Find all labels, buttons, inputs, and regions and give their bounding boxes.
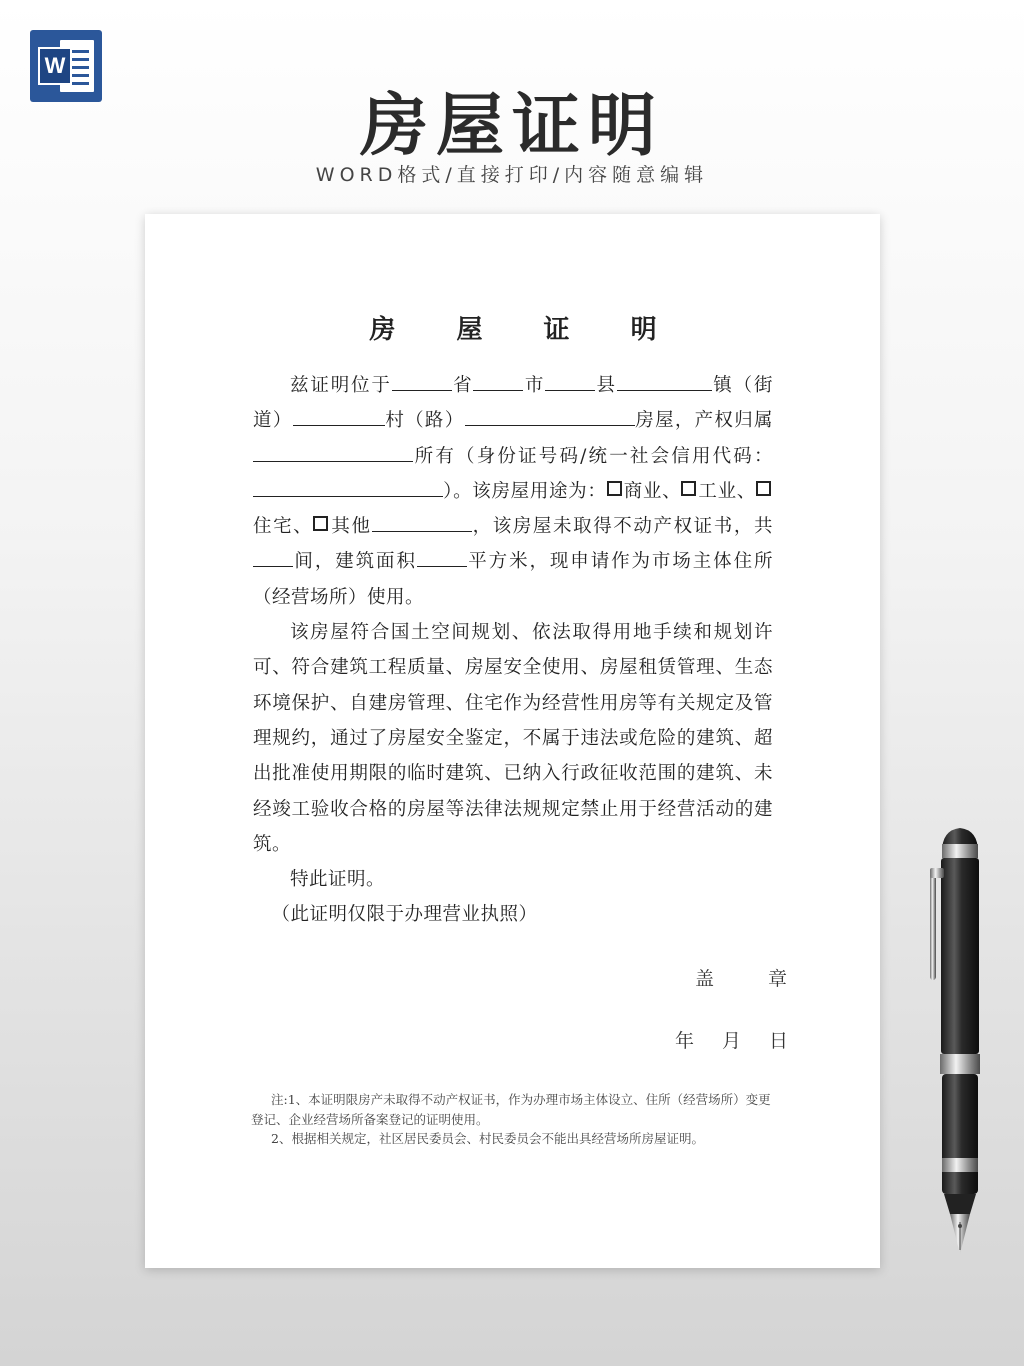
- footnotes: [251, 1090, 775, 1149]
- blank-town[interactable]: [617, 370, 712, 391]
- text-segment: 房屋，产权归属: [634, 410, 773, 432]
- date-line: [675, 1026, 788, 1053]
- text-segment: 兹证明位于: [290, 375, 392, 396]
- text-segment: 平方米，现申请作为市场主体住所（经营场所）使用。: [253, 551, 773, 608]
- text-segment: 市: [523, 375, 546, 396]
- seal-label: 盖 章: [695, 968, 812, 990]
- text-segment: ，该房屋未取得不动产权证书，共: [471, 516, 773, 538]
- blank-address[interactable]: [465, 405, 635, 426]
- text-segment: 镇（街道）: [253, 375, 773, 432]
- blank-id-code[interactable]: [253, 476, 443, 497]
- blank-floor-area[interactable]: [417, 546, 467, 567]
- document-body: [253, 310, 773, 933]
- option-other-label: 其他: [330, 516, 372, 538]
- word-letter-badge: W: [38, 47, 72, 85]
- text-segment: 村（路）: [384, 410, 465, 432]
- document-page: [145, 214, 880, 1268]
- text-segment: 所有（身份证号码/统一社会信用代码：: [413, 445, 773, 467]
- option-industrial-label: 工业、: [698, 480, 756, 502]
- paragraph-conclusion: 特此证明。: [290, 869, 386, 891]
- option-commercial-label: 商业、: [623, 480, 682, 502]
- paragraph-compliance: 该房屋符合国土空间规划、依法取得用地手续和规划许可、符合建筑工程质量、房屋安全使用、房屋租赁管理、生态环境保护、自建房管理、住宅作为经营性用房等有关规定及管理规约，通过了房屋安全鉴定，不属于违法或危险的建筑、超出批准使用期限的临时建筑、已纳入行政征收范围的建筑、未经竣工验收合格的房屋等法律法规规定禁止用于经营活动的建筑。: [253, 622, 773, 855]
- blank-city[interactable]: [473, 370, 523, 391]
- document-title: 房 屋 证 明: [369, 315, 683, 345]
- footnote-1: 注:1、本证明限房产未取得不动产权证书，作为办理市场主体设立、住所（经营场所）变更登记、企业经营场所备案登记的证明使用。: [251, 1092, 771, 1127]
- date-day-label: 日: [769, 1030, 789, 1052]
- fountain-pen-icon: [922, 822, 992, 1262]
- blank-other-use[interactable]: [372, 511, 472, 532]
- option-residential-label: 住宅、: [253, 516, 314, 538]
- paragraph-location: [253, 368, 773, 615]
- checkbox-other[interactable]: [313, 516, 328, 531]
- text-segment: ）。该房屋用途为：: [443, 480, 607, 502]
- blank-county[interactable]: [545, 370, 595, 391]
- blank-village[interactable]: [293, 405, 385, 426]
- checkbox-commercial[interactable]: [607, 481, 622, 496]
- footnote-2: 2、根据相关规定，社区居民委员会、村民委员会不能出具经营场所房屋证明。: [271, 1131, 704, 1146]
- blank-room-count[interactable]: [253, 546, 293, 567]
- page-title: 房屋证明: [359, 87, 664, 166]
- blank-owner[interactable]: [253, 441, 413, 462]
- checkbox-industrial[interactable]: [681, 481, 696, 496]
- text-segment: 间，建筑面积: [293, 551, 417, 573]
- date-month-label: 月: [722, 1030, 742, 1052]
- text-segment: 县: [595, 375, 617, 396]
- text-segment: 省: [451, 375, 474, 396]
- date-year-label: 年: [675, 1030, 695, 1052]
- blank-province[interactable]: [392, 370, 452, 391]
- checkbox-residential[interactable]: [756, 481, 771, 496]
- paragraph-scope: （此证明仅限于办理营业执照）: [271, 904, 538, 926]
- page-subtitle: WORD格式/直接打印/内容随意编辑: [315, 164, 709, 186]
